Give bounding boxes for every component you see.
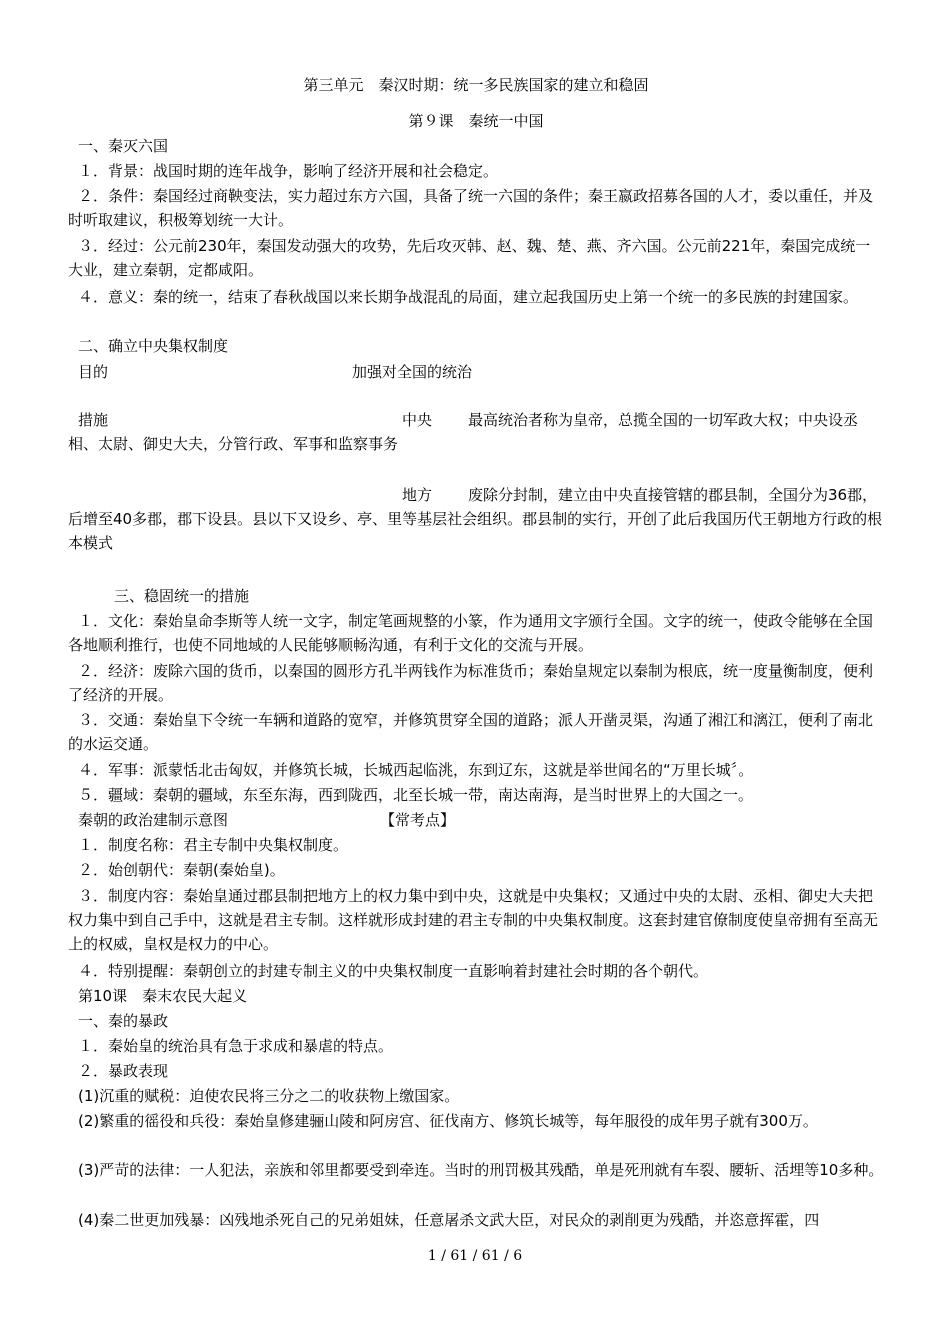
unit-title: 第三单元 秦汉时期：统一多民族国家的建立和稳固	[303, 76, 649, 94]
table-central-row	[68, 408, 884, 456]
lesson-9-title: 第９课 秦统一中国	[408, 112, 544, 130]
paragraph-conditions: ２．条件：秦国经过商鞅变法，实力超过东方六国，具备了统一六国的条件；秦王嬴政招募各国的人才，委以重任，并及时听取建议，积极筹划统一大计。	[68, 187, 874, 229]
lesson-10-heading-1: 一、秦的暴政	[78, 1012, 169, 1030]
section-heading-3: 三、稳固统一的措施	[114, 587, 250, 605]
paragraph-culture: １．文化：秦始皇命李斯等人统一文字，制定笔画规整的小篆，作为通用文字颁行全国。文字的统一，使政令能够在全国各地顺利推行，也使不同地域的人民能够顺畅沟通，有利于文化的交流与开展。	[68, 612, 874, 654]
section-heading-1: 一、秦灭六国	[78, 137, 169, 155]
table-local-row	[68, 483, 884, 555]
paragraph-tyranny-forms: ２．暴政表现	[78, 1062, 169, 1080]
table-purpose-value: 加强对全国的统治	[352, 363, 473, 381]
paragraph-significance: ４．意义：秦的统一，结束了春秋战国以来长期争战混乱的局面，建立起我国历史上第一个统一的多民族的封建国家。	[78, 288, 859, 306]
table-measures-label: 措施	[78, 411, 109, 429]
table-central-text: 最高统治者称为皇帝，总揽全国的一切军政大权；中央设丞相、太尉、御史大夫，分管行政、军事和监察事务	[68, 411, 859, 453]
paragraph-military: ４．军事：派蒙恬北击匈奴，并修筑长城，长城西起临洮，东到辽东，这就是举世闻名的“万里长城〞。	[78, 761, 754, 779]
paragraph-system-content: ３．制度内容：秦始皇通过郡县制把地方上的权力集中到中央，这就是中央集权；又通过中央的太尉、丞相、御史大夫把权力集中到自己手中，这就是君主专制。这样就形成封建的君主专制的中央集权制度。这套封建官僚制度使皇帝拥有至高无上的权威，皇权是权力的中心。	[68, 887, 879, 953]
section-heading-2: 二、确立中央集权制度	[78, 337, 229, 355]
paragraph-special-reminder: ４．特别提醒：秦朝创立的封建专制主义的中央集权制度一直影响着封建社会时期的各个朝代。	[78, 962, 709, 980]
table-central-label: 中央	[402, 411, 433, 429]
paragraph-background: １．背景：战国时期的连年战争，影响了经济开展和社会稳定。	[78, 162, 499, 180]
paragraph-territory: ５．疆域：秦朝的疆域，东至东海，西到陇西，北至长城一带，南达南海，是当时世界上的大国之一。	[78, 786, 754, 804]
table-local-text: 废除分封制，建立由中央直接管辖的郡县制，全国分为36郡，后增至40多郡，郡下设县。县以下又设乡、亭、里等基层社会组织。郡县制的实行，开创了此后我国历代王朝地方行政的根本模式	[68, 486, 883, 552]
page-number: 1 / 61 / 61 / 6	[427, 1248, 523, 1264]
paragraph-harsh-laws: (3)严苛的法律：一人犯法，亲族和邻里都要受到牵连。当时的刑罚极其残酷，单是死刑就有车裂、腰斩、活埋等10多种。	[78, 1161, 884, 1179]
key-point-label: 【常考点】	[380, 811, 456, 829]
lesson-10-title: 第10课 秦末农民大起义	[78, 987, 248, 1005]
paragraph-heavy-taxes: (1)沉重的赋税：迫使农民将三分之二的收获物上缴国家。	[78, 1087, 460, 1105]
paragraph-second-emperor: (4)秦二世更加残暴：凶残地杀死自己的兄弟姐妹，任意屠杀文武大臣，对民众的剥削更为残酷，并恣意挥霍，四	[78, 1211, 820, 1229]
paragraph-heavy-labor: (2)繁重的徭役和兵役：秦始皇修建骊山陵和阿房宫、征伐南方、修筑长城等，每年服役的成年男子就有300万。	[78, 1112, 818, 1130]
paragraph-process: ３．经过：公元前230年，秦国发动强大的攻势，先后攻灭韩、赵、魏、楚、燕、齐六国。公元前221年，秦国完成统一大业，建立秦朝，定都咸阳。	[68, 237, 871, 279]
diagram-label: 秦朝的政治建制示意图	[78, 811, 229, 829]
paragraph-system-name: １．制度名称：君主专制中央集权制度。	[78, 836, 349, 854]
table-purpose-label: 目的	[78, 363, 109, 381]
paragraph-founding-dynasty: ２．始创朝代：秦朝(秦始皇)。	[78, 861, 285, 879]
paragraph-transport: ３．交通：秦始皇下令统一车辆和道路的宽窄，并修筑贯穿全国的道路；派人开凿灵渠，沟通了湘江和漓江，便利了南北的水运交通。	[68, 711, 874, 753]
paragraph-economy: ２．经济：废除六国的货币，以秦国的圆形方孔半两钱作为标准货币；秦始皇规定以秦制为根底，统一度量衡制度，便利了经济的开展。	[68, 662, 874, 704]
table-local-label: 地方	[402, 486, 433, 504]
paragraph-tyranny-traits: １．秦始皇的统治具有急于求成和暴虐的特点。	[78, 1037, 394, 1055]
